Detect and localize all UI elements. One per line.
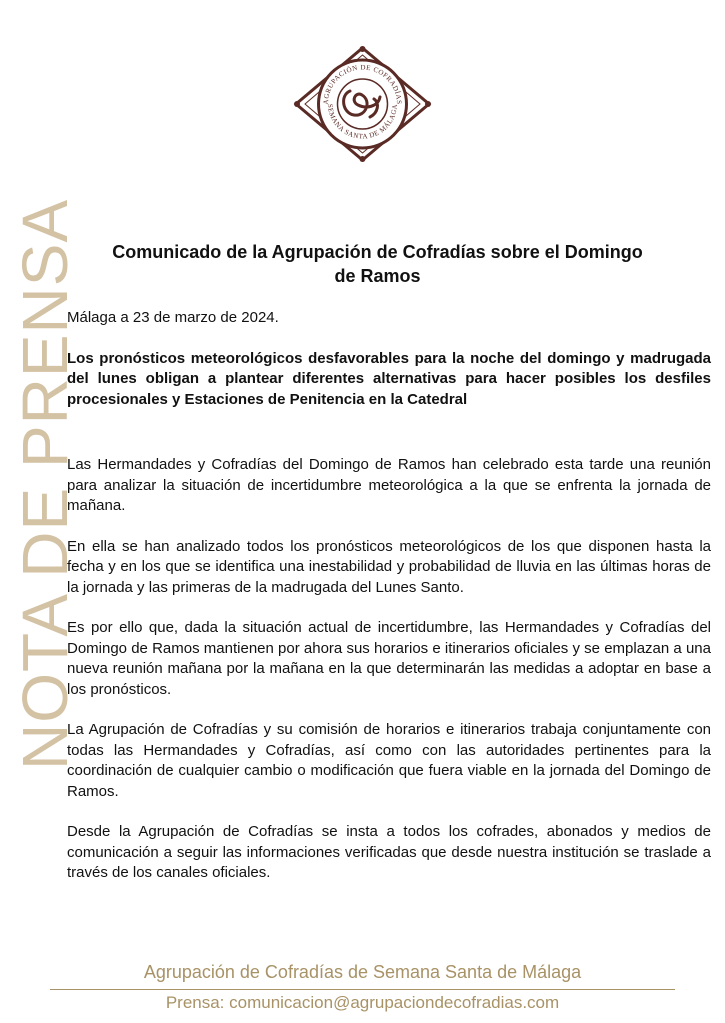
side-label-nota-de-prensa: NOTA DE PRENSA — [9, 198, 81, 770]
document-title: Comunicado de la Agrupación de Cofradías sobre el Domingo de Ramos — [112, 242, 643, 286]
footer-organization: Agrupación de Cofradías de Semana Santa de Málaga — [143, 962, 582, 982]
footer-divider — [50, 989, 675, 990]
paragraph: Desde la Agrupación de Cofradías se insta a todos los cofrades, abonados y medios de comunicación a seguir las informaciones verificadas que desde nuestra institución se traslade a través de los canales oficiales. — [67, 823, 711, 881]
paragraph: Las Hermandades y Cofradías del Domingo de Ramos han celebrado esta tarde una reunión para analizar la situación de incertidumbre meteorológica a la que se enfrenta la jornada de mañana. — [67, 456, 711, 514]
paragraph: La Agrupación de Cofradías y su comisión de horarios e itinerarios trabaja conjuntamente con todas las Hermandades y Cofradías, así como con las autoridades pertinentes para la coordinación de cualquier cambio o modificación que fuera viable en la jornada del Domingo de Ramos. — [67, 721, 711, 800]
paragraph: En ella se han analizado todos los pronósticos meteorológicos de los que disponen hasta la fecha y en los que se identifica una inestabilidad y probabilidad de lluvia en las últimas horas de la jornada y las primeras de la madrugada del Lunes Santo. — [67, 537, 711, 596]
document-lead: Los pronósticos meteorológicos desfavorables para la noche del domingo y madrugada del lunes obligan a plantear diferentes alternativas para hacer posibles los desfiles procesionales y Estaciones de Penitencia en la Catedral — [67, 349, 711, 408]
logo-text-top: AGRUPACIÓN DE COFRADÍAS — [321, 63, 404, 105]
document-date: Málaga a 23 de marzo de 2024. — [67, 309, 279, 326]
logo-text-bottom: SEMANA SANTA DE MÁLAGA — [325, 103, 400, 141]
document-body — [67, 308, 711, 904]
footer-press-contact[interactable]: Prensa: comunicacion@agrupaciondecofradias.com — [165, 993, 560, 1012]
agrupacion-logo — [290, 45, 435, 163]
paragraph: Es por ello que, dada la situación actual de incertidumbre, las Hermandades y Cofradías del Domingo de Ramos mantienen por ahora sus horarios e itinerarios oficiales y se emplazan a una nueva reunión mañana por la mañana en la que determinarán las medidas a adoptar en base a los pronósticos. — [67, 619, 711, 698]
